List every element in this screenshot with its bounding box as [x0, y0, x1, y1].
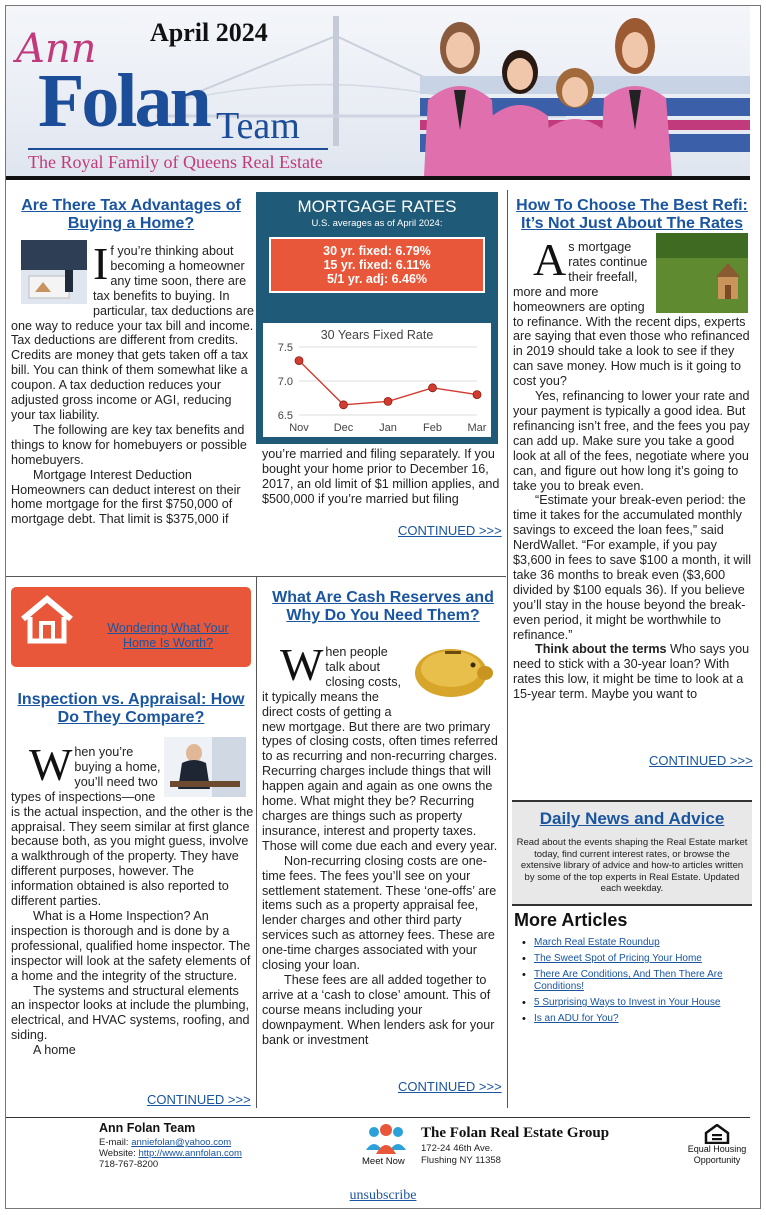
data-point [384, 397, 392, 405]
more-article-link[interactable]: There Are Conditions, And Then There Are Conditions! [534, 969, 723, 992]
equal-housing-label [680, 1144, 754, 1165]
eho-line: Opportunity [693, 1154, 741, 1165]
list-item [522, 937, 748, 949]
article-title-cash[interactable]: What Are Cash Reserves and Why Do You Need Them? [272, 589, 494, 624]
article-text: The following are key tax benefits and things to know for homebuyers or possible homebuyers. [11, 422, 247, 467]
article-text: Who says you need to stick with a 30-year loan? With rates this low, it might be time to look at a 15-year term. Maybe you want to [513, 642, 750, 702]
more-article-link[interactable]: 5 Surprising Ways to Invest in Your House [534, 997, 721, 1008]
rate-5-1-arm: 5/1 yr. adj: 6.46% [326, 272, 428, 286]
address-line: 172-24 46th Ave. [421, 1143, 493, 1154]
article-text: These fees are all added together to arrive at a ‘cash to close’ amount. This of course means including your downpayment. When lenders ask for your bank or investment [262, 972, 495, 1047]
continued-link-tax[interactable]: CONTINUED >>> [398, 523, 502, 538]
data-point [473, 391, 481, 399]
list-item [522, 969, 748, 993]
mortgage-subtitle: U.S. averages as of April 2024: [311, 218, 443, 229]
dropcap: I [93, 238, 109, 289]
list-item [522, 953, 748, 965]
column-divider-right [507, 190, 508, 1108]
continued-link-refi[interactable]: CONTINUED >>> [649, 753, 753, 768]
phone-number: 718-767-8200 [99, 1159, 159, 1170]
column-divider-left [256, 576, 257, 1108]
article-text: A home [33, 1043, 76, 1058]
mortgage-rates-panel [269, 237, 485, 293]
dropcap: W [29, 739, 73, 790]
header-rule [6, 176, 750, 180]
x-tick-label: Feb [423, 422, 442, 434]
unsubscribe-wrap [0, 1188, 766, 1204]
rate-15yr: 15 yr. fixed: 6.11% [323, 258, 431, 272]
address-line: Flushing NY 11358 [421, 1154, 501, 1166]
article-body-tax [11, 238, 255, 527]
continued-link-inspection[interactable]: CONTINUED >>> [147, 1092, 251, 1107]
article-body-tax-continued: you’re married and filing separately. If you bought your home prior to December 16, 2017, an old limit of $1 million applies, and $500,000 if you’re married but filing [262, 447, 500, 506]
article-body-cash [262, 639, 504, 1047]
daily-news-title[interactable]: Daily News and Advice [539, 809, 725, 828]
email-link[interactable]: anniefolan@yahoo.com [131, 1137, 232, 1148]
x-tick-label: Jan [379, 422, 397, 434]
chart-title: 30 Years Fixed Rate [320, 328, 434, 342]
mortgage-title: MORTGAGE RATES [297, 197, 457, 216]
article-text: hen you’re buying a home, you’ll need two types of inspections—one is the actual inspection, and the other is the appraisal. They seem similar at first glance because both, as you might guess, involve a walkthrough of the property. They have different purposes, however. The information obtained is also reported to different parties. [11, 745, 254, 909]
footer-name: Ann Folan Team [99, 1121, 196, 1135]
website-label: Website: [99, 1148, 139, 1159]
data-point [295, 357, 303, 365]
team-photo [410, 10, 690, 176]
company-address [421, 1143, 501, 1166]
data-point [340, 401, 348, 409]
article-subheading: Think about the terms [535, 642, 667, 657]
article-text: What is a Home Inspection? An inspection is thorough and is done by a professional, qualified home inspector. The inspector will look at the safety elements of a home and the integrity of the structure. [11, 908, 251, 983]
more-article-link[interactable]: The Sweet Spot of Pricing Your Home [534, 953, 702, 964]
brand-team: Team [216, 105, 300, 147]
more-articles-list [522, 937, 748, 1029]
eho-line: Equal Housing [687, 1144, 747, 1154]
continued-link-cash[interactable]: CONTINUED >>> [398, 1079, 502, 1094]
mortgage-rates-box [256, 192, 498, 444]
footer-rule [6, 1117, 750, 1118]
article-text: Non-recurring closing costs are one-time fees. The fees you’ll see on your settlement statement. These ‘one-offs’ are items such as a property appraisal fee, lender charges and other third party services such as attorney fees. These are one-time charges associated with your closing your loan. [262, 853, 497, 973]
tagline: The Royal Family of Queens Real Estate [28, 152, 323, 172]
article-text: Mortgage Interest Deduction Homeowners can deduct interest on their home mortgage for the first $750,000 of mortgage debt. That limit is $375,000 if [11, 467, 241, 527]
website-link[interactable]: http://www.annfolan.com [138, 1148, 242, 1159]
article-text: The systems and structural elements an inspector looks at include the plumbing, electrical, and HVAC systems, roofing, and siding. [11, 983, 250, 1043]
article-text: f you’re thinking about becoming a homeowner any time soon, there are tax benefits to buying. In particular, tax deductions are one way to reduce your tax bill and income. Tax deductions are different from credits. Credits are money that gets taken off a tax bill. You can think of them somewhat like a coupon. A tax deduction reduces your adjusted gross income or AGI, reducing your tax liability. [11, 244, 255, 422]
company-name: The Folan Real Estate Group [421, 1125, 610, 1141]
dropcap: W [280, 639, 324, 690]
home-value-link[interactable]: Wondering What Your Home Is Worth? [107, 621, 229, 650]
daily-news-box [512, 800, 752, 906]
article-text: hen people talk about closing costs, it typically means the direct costs of getting a new mortgage. But there are two primary types of closing costs, often times referred to as recurring and non-recurring charges. Recurring charges include things that will happen again and again as one owns the home. What might they be? Recurring charges are things such as property insurance, interest and property taxes. Those will come due each and every year. [262, 645, 498, 853]
home-value-cta[interactable] [11, 587, 251, 667]
email-label: E-mail: [99, 1137, 132, 1148]
y-tick-label: 7.5 [277, 342, 293, 354]
article-title-refi[interactable]: How To Choose The Best Refi: It’s Not Just About The Rates [516, 197, 748, 232]
article-title-tax[interactable]: Are There Tax Advantages of Buying a Home? [21, 197, 241, 232]
unsubscribe-link[interactable]: unsubscribe [349, 1188, 417, 1203]
daily-news-body: Read about the events shaping the Real Estate market today, find current interest rates, or browse the extensive library of advice and how-to articles written by some of the top experts in Real Estate. Updated each weekday. [516, 837, 748, 894]
article-text: “Estimate your break-even period: the time it takes for the accumulated monthly savings to exceed the loan fees,” said NerdWallet. “For example, if you pay $3,600 in fees to save $100 a month, it will take 36 months to break even ($3,600 divided by $100 equals 36). If you believe you’ll stay in the house beyond the break-even period, it might be worthwhile to refinance.” [513, 493, 752, 642]
rate-chart-svg [263, 323, 491, 437]
brand-script: Ann [16, 26, 97, 72]
meet-now-label[interactable]: Meet Now [362, 1156, 405, 1167]
data-point [429, 384, 437, 392]
rate-chart [263, 323, 491, 437]
y-tick-label: 6.5 [277, 410, 293, 422]
article-title-inspection[interactable]: Inspection vs. Appraisal: How Do They Compare? [17, 691, 245, 726]
more-article-link[interactable]: March Real Estate Roundup [534, 937, 660, 948]
more-articles-title: More Articles [514, 910, 628, 930]
article-text: Yes, refinancing to lower your rate and your payment is typically a good idea. But refinancing isn’t free, and the fees you pay can add up. Make sure you take a good look at all of the fees, negotiate where you can, and figure out how long it’s going to take you to break even. [513, 389, 750, 493]
article-body-inspection [11, 739, 254, 1058]
x-tick-label: Nov [289, 422, 309, 434]
y-tick-label: 7.0 [277, 376, 293, 388]
dropcap: A [533, 234, 567, 285]
tagline-rule [28, 148, 328, 150]
more-article-link[interactable]: Is an ADU for You? [534, 1013, 619, 1024]
x-tick-label: Mar [467, 422, 487, 434]
article-body-refi [513, 234, 754, 702]
list-item [522, 1013, 748, 1025]
issue-date: April 2024 [150, 18, 268, 47]
article-text: s mortgage rates continue their freefall, more and more homeowners are opting to refinance. With the recent dips, experts are saying that even those who refinanced in 2019 should take a look to see if they can save money. How much is it going to cost you? [513, 240, 750, 389]
x-tick-label: Dec [333, 422, 354, 434]
section-divider [6, 576, 506, 577]
footer-contact [99, 1137, 242, 1170]
list-item [522, 997, 748, 1009]
equal-housing-icon [704, 1124, 730, 1144]
house-icon [19, 595, 75, 645]
rate-30yr: 30 yr. fixed: 6.79% [323, 244, 431, 258]
brand-main: Folan [38, 59, 209, 143]
meet-now-icon[interactable] [364, 1122, 408, 1156]
newsletter-header [6, 6, 750, 176]
